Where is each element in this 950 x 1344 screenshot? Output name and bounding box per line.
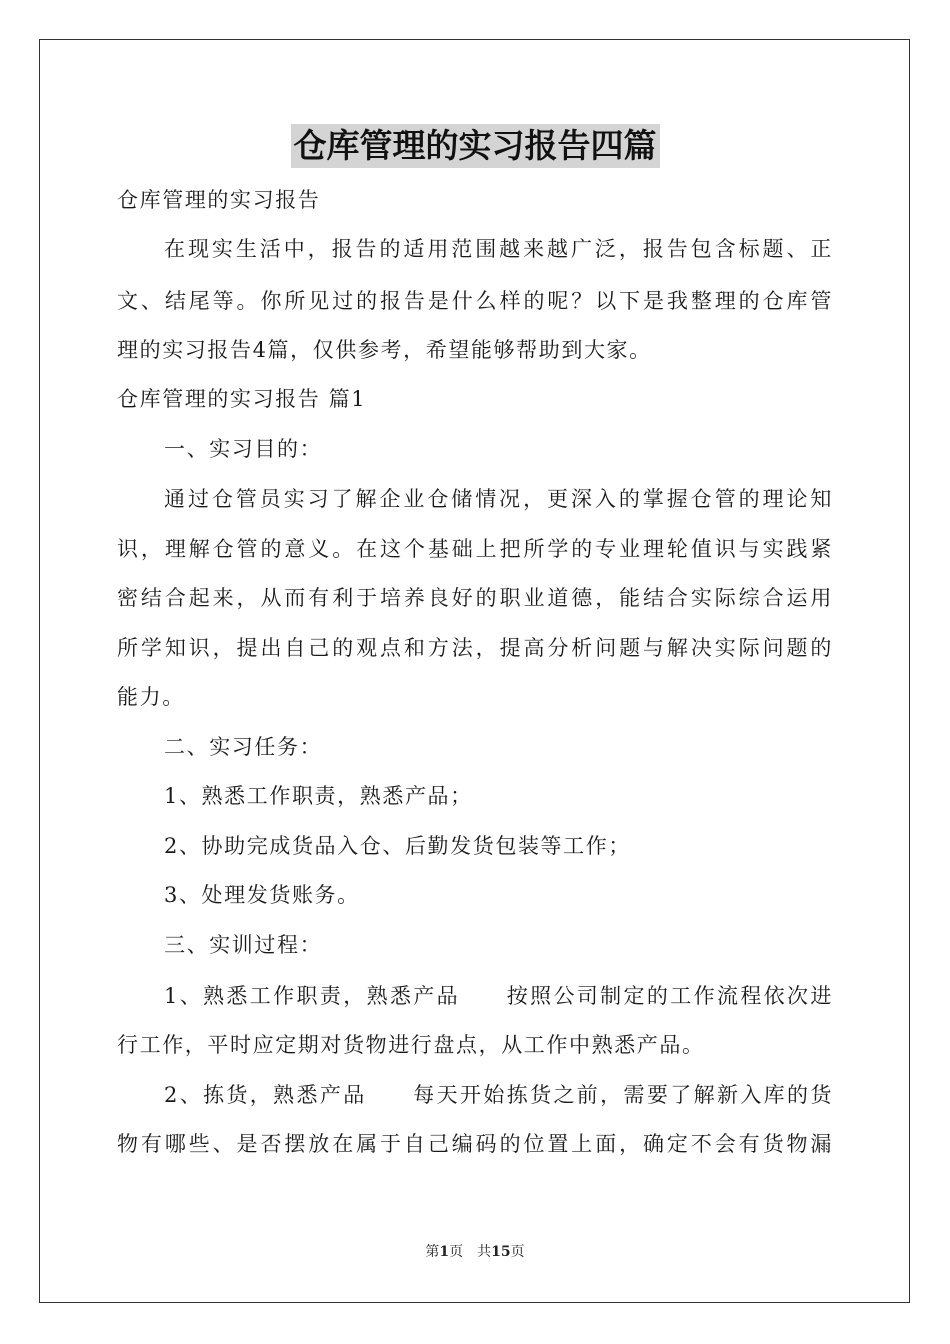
total-pages-number: 15 bbox=[491, 1244, 511, 1260]
total-prefix: 共 bbox=[477, 1244, 492, 1260]
list-item: 2、协助完成货品入仓、后勤发货包装等工作； bbox=[164, 834, 631, 858]
list-item: 1、熟悉工作职责，熟悉产品； bbox=[164, 784, 473, 808]
section-heading: 仓库管理的实习报告 篇1 bbox=[117, 387, 367, 411]
list-heading: 一、实习目的： bbox=[164, 437, 323, 461]
total-suffix: 页 bbox=[510, 1244, 525, 1260]
paragraph-line: 密结合起来，从而有利于培养良好的职业道德，能结合实际综合运用 bbox=[117, 586, 833, 610]
page-border bbox=[39, 39, 910, 1303]
list-item: 3、处理发货账务。 bbox=[164, 883, 360, 907]
paragraph-line: 识，理解仓管的意义。在这个基础上把所学的专业理轮值识与实践紧 bbox=[117, 537, 833, 561]
page-footer bbox=[0, 1242, 950, 1262]
paragraph-line: 理的实习报告4篇，仅供参考，希望能够帮助到大家。 bbox=[117, 338, 652, 362]
paragraph-line: 文、结尾等。你所见过的报告是什么样的呢？以下是我整理的仓库管 bbox=[117, 289, 833, 313]
paragraph-line: 行工作，平时应定期对货物进行盘点，从工作中熟悉产品。 bbox=[117, 1033, 705, 1057]
section-heading: 仓库管理的实习报告 bbox=[117, 188, 321, 212]
paragraph-line: 能力。 bbox=[117, 685, 185, 709]
list-heading: 三、实训过程： bbox=[164, 933, 323, 957]
paragraph-line: 在现实生活中，报告的适用范围越来越广泛，报告包含标题、正 bbox=[164, 237, 833, 261]
document-title: 仓库管理的实习报告四篇 bbox=[291, 124, 660, 168]
list-heading: 二、实习任务： bbox=[164, 735, 323, 759]
page-prefix: 第 bbox=[425, 1244, 440, 1260]
paragraph-line: 所学知识，提出自己的观点和方法，提高分析问题与解决实际问题的 bbox=[117, 636, 833, 660]
paragraph-line: 2、拣货，熟悉产品 每天开始拣货之前，需要了解新入库的货 bbox=[164, 1083, 833, 1107]
title-container bbox=[0, 124, 950, 168]
paragraph-line: 通过仓管员实习了解企业仓储情况，更深入的掌握仓管的理论知 bbox=[164, 487, 833, 511]
page-suffix: 页 bbox=[449, 1244, 464, 1260]
paragraph-line: 1、熟悉工作职责，熟悉产品 按照公司制定的工作流程依次进 bbox=[164, 984, 833, 1008]
paragraph-line: 物有哪些、是否摆放在属于自己编码的位置上面，确定不会有货物漏 bbox=[117, 1132, 833, 1156]
current-page-number: 1 bbox=[439, 1244, 450, 1260]
